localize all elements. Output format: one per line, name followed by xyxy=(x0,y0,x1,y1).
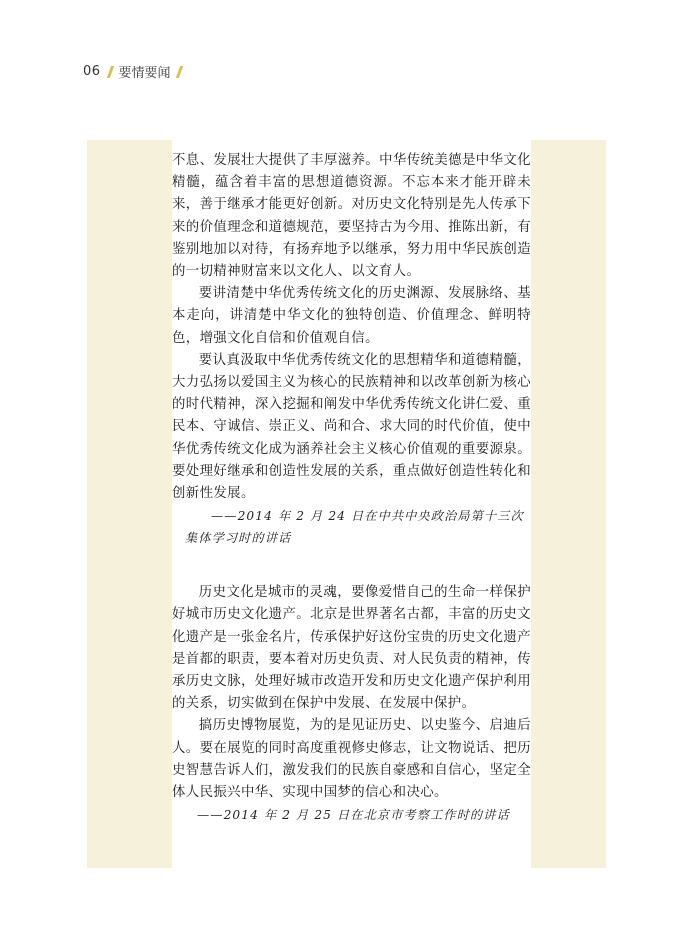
paragraph: 搞历史博物展览，为的是见证历史、以史鉴今、启迪后人。要在展览的同时高度重视修史修志，让文物说话、把历史智慧告诉人们，激发我们的民族自豪感和自信心，坚定全体人民振兴中华、实现中国梦的信心和决心。 xyxy=(172,718,531,801)
right-margin-band xyxy=(531,140,606,868)
paragraph: 历史文化是城市的灵魂，要像爱惜自己的生命一样保护好城市历史文化遗产。北京是世界著名古都，丰富的历史文化遗产是一张金名片，传承保护好这份宝贵的历史文化遗产是首都的职责，要本着对历史负责、对人民负责的精神，传承历史文脉，处理好城市改造开发和历史文化遗产保护利用的关系，切实做到在保护中发展、在发展中保护。 xyxy=(172,585,531,712)
section-title: 要情要闻 xyxy=(118,66,171,81)
paragraph: 不息、发展壮大提供了丰厚滋养。中华传统美德是中华文化精髓，蕴含着丰富的思想道德资源。不忘本来才能开辟未来，善于继承才能更好创新。对历史文化特别是先人传承下来的价值理念和道德规范，要坚持古为今用、推陈出新，有鉴别地加以对待，有扬弃地予以继承，努力用中华民族创造的一切精神财富来以文化人、以文育人。 xyxy=(172,153,531,280)
source-citation: ——2014 年 2 月 25 日在北京市考察工作时的讲话 xyxy=(197,808,510,823)
slash-decoration-icon xyxy=(106,66,113,78)
left-margin-band xyxy=(87,140,172,868)
section-gap xyxy=(172,549,531,582)
page-header xyxy=(83,62,184,81)
paragraph: 要认真汲取中华优秀传统文化的思想精华和道德精髓，大力弘扬以爱国主义为核心的民族精神和以改革创新为核心的时代精神，深入挖掘和阐发中华优秀传统文化讲仁爱、重民本、守诚信、崇正义、尚和合、求大同的时代价值，使中华优秀传统文化成为涵养社会主义核心价值观的重要源泉。要处理好继承和创造性发展的关系，重点做好创造性转化和创新性发展。 xyxy=(172,352,531,502)
source-citation: ——2014 年 2 月 24 日在中共中央政治局第十三次 xyxy=(211,509,524,524)
paragraph: 要讲清楚中华优秀传统文化的历史渊源、发展脉络、基本走向，讲清楚中华文化的独特创造、价值理念、鲜明特色，增强文化自信和价值观自信。 xyxy=(172,286,531,346)
page-number: 06 xyxy=(83,64,101,79)
slash-decoration-icon xyxy=(175,66,182,78)
source-citation-continued: 集体学习时的讲话 xyxy=(185,531,292,546)
article-body xyxy=(172,150,531,826)
